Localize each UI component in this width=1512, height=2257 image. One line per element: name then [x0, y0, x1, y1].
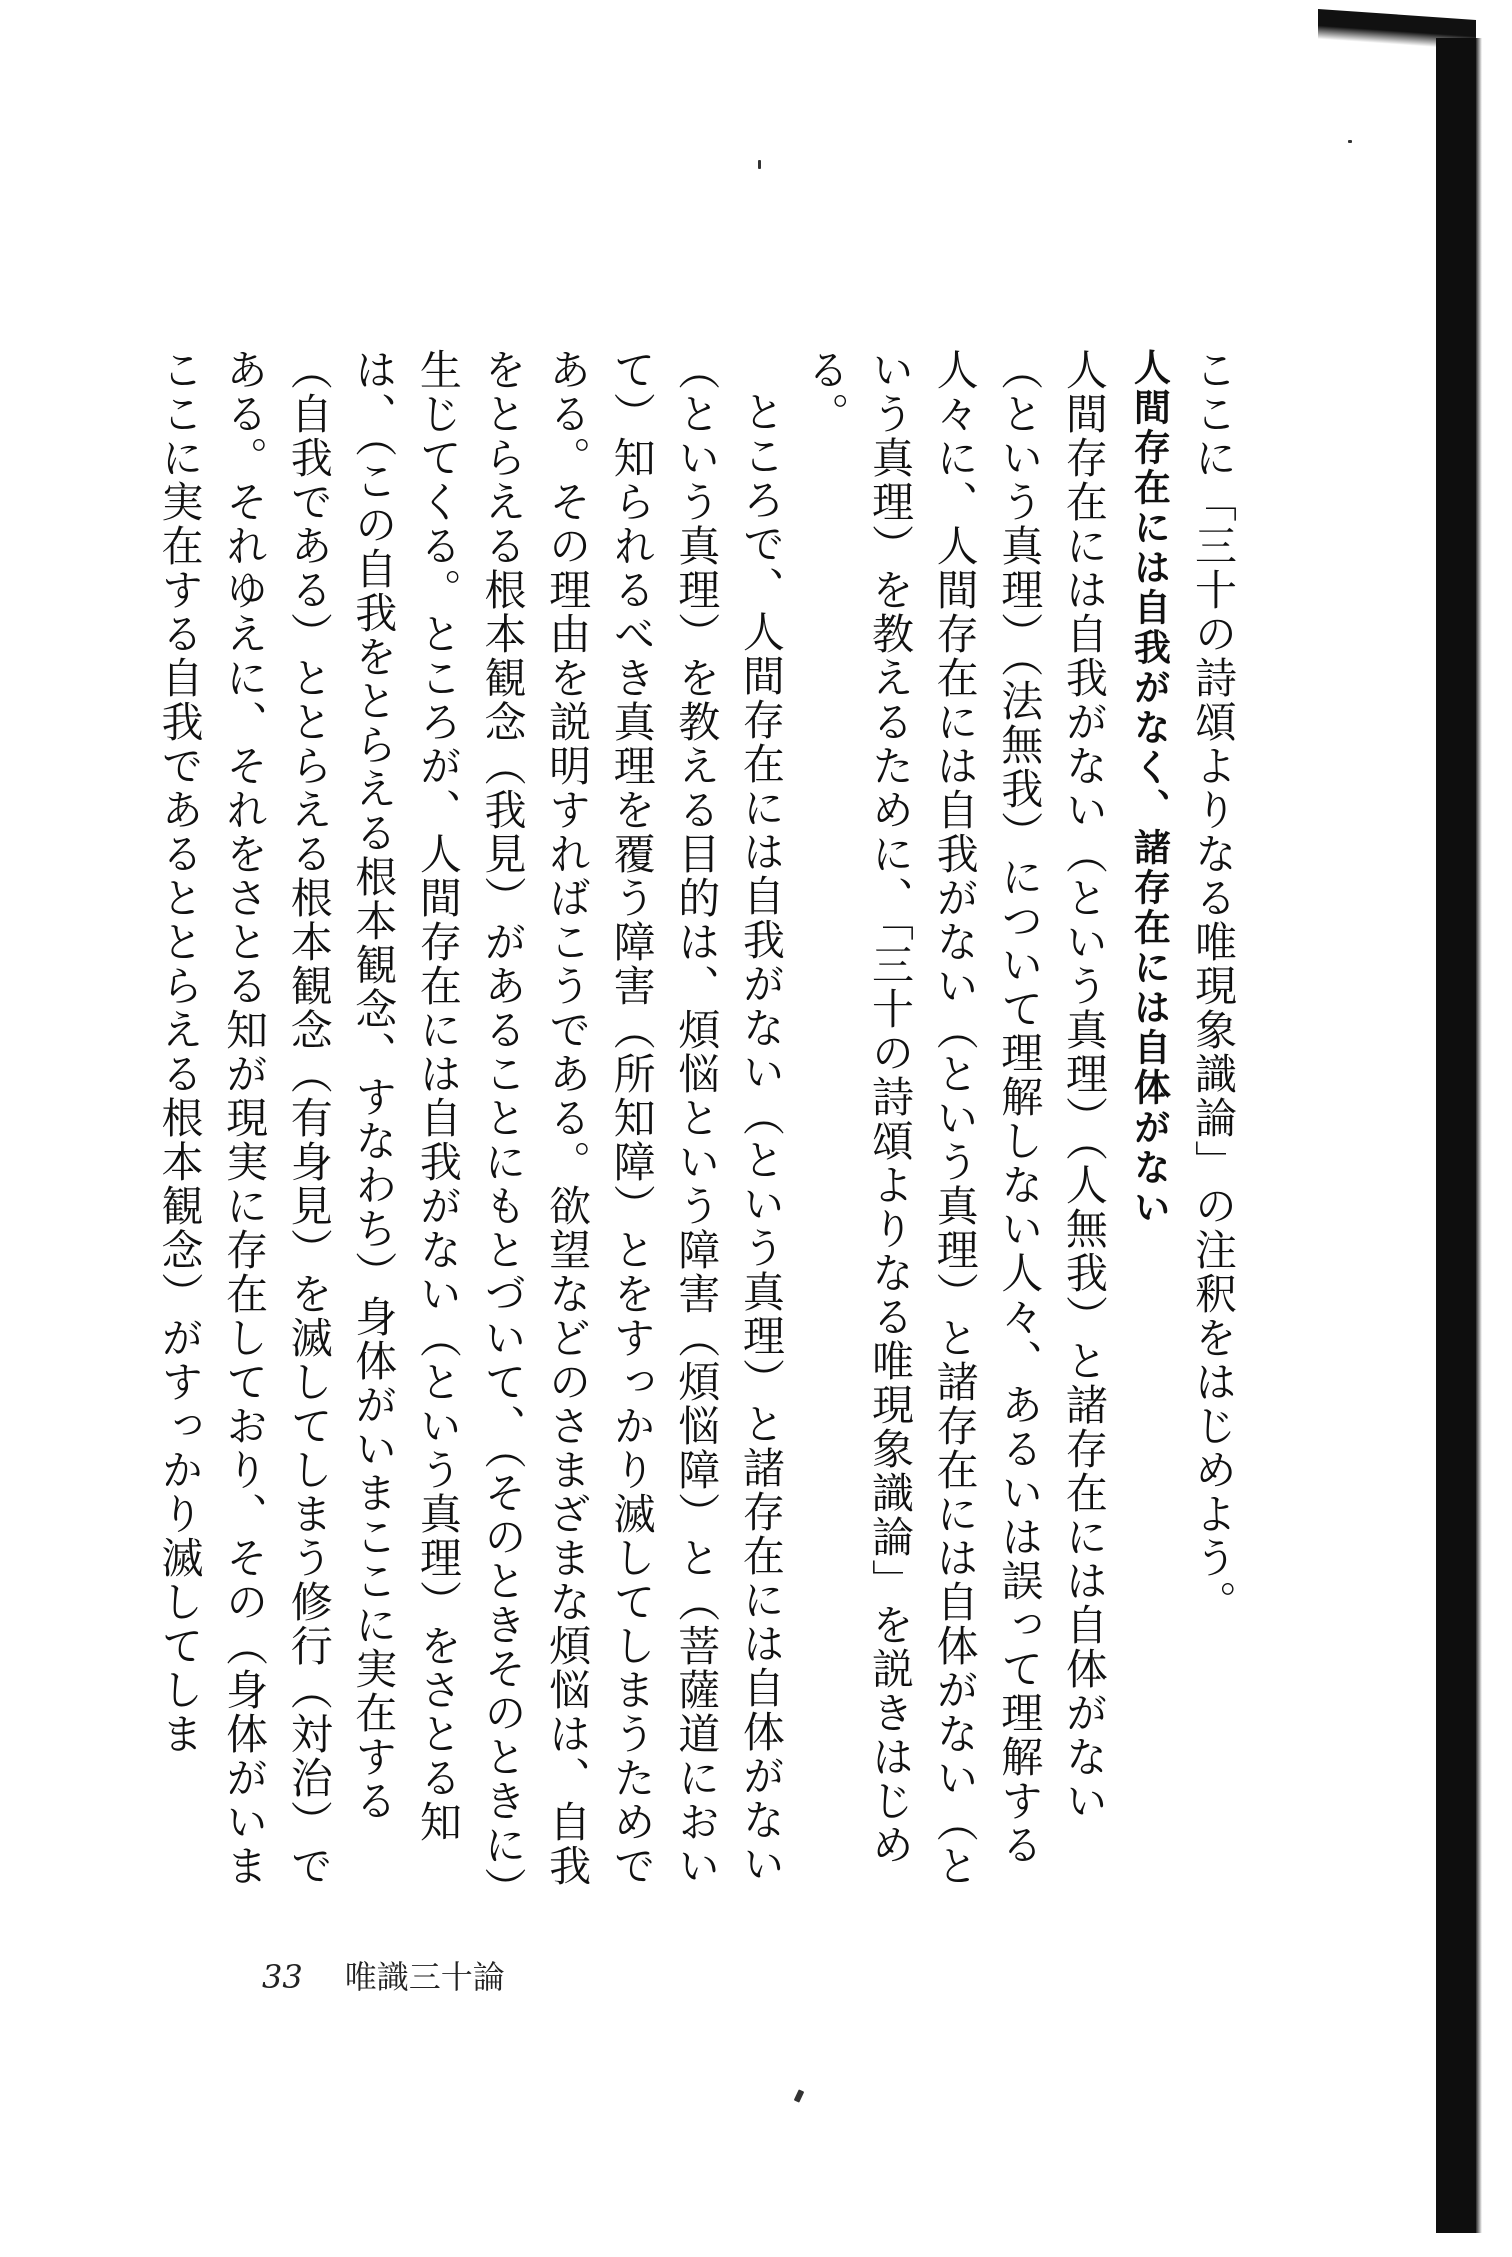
section-heading: 人間存在には自我がなく、諸存在には自体がない: [1127, 348, 1171, 1228]
scan-spine-shadow: [1436, 38, 1476, 2233]
scan-speck: [758, 160, 761, 169]
scan-speck: [794, 2089, 805, 2102]
scan-speck: [1348, 140, 1352, 143]
running-title: 唯識三十論: [344, 1958, 505, 1996]
body-paragraph-2: ところで、人間存在には自我がない（という真理）と諸存在には自体がない（という真理）を教える目的は、煩悩という障害（煩悩障）と（菩薩道において）知られるべき真理を覆う障害（所知障）とをすっかり滅してしまうためである。その理由を説明すればこうである。欲望などのさまざまな煩悩は、自我をとらえる根本観念（我見）があることにもとづいて、（そのときそのときに）生じてくる。ところが、人間存在には自我がない（という真理）をさとる知は、（この自我をとらえる根本観念、すなわち）身体がいまここに実在する（自我である）ととらえる根本観念（有身見）を滅してしまう修行（対治）である。それゆえに、それをさとる知が現実に存在しており、その（身体がいまここに実在する自我であるととらえる根本観念）がすっかり滅してしま: [155, 348, 786, 1890]
page-number: 33: [262, 1958, 303, 1996]
page-footer: [262, 1952, 505, 1998]
opening-sentence: ここに「三十の詩頌よりなる唯現象識論」の注釈をはじめよう。: [1189, 348, 1238, 1624]
scan-spine-edge: [1476, 38, 1482, 2233]
body-paragraph-1: 人間存在には自我がない（という真理）（人無我）と諸存在には自体がない（という真理）（法無我）について理解しない人々、あるいは誤って理解する人々に、人間存在には自我がない（という真理）と諸存在には自体がない（という真理）を教えるために、「三十の詩頌よりなる唯現象識論」を説きはじめる。: [801, 348, 1109, 1888]
vertical-text-block: [155, 348, 1245, 1908]
